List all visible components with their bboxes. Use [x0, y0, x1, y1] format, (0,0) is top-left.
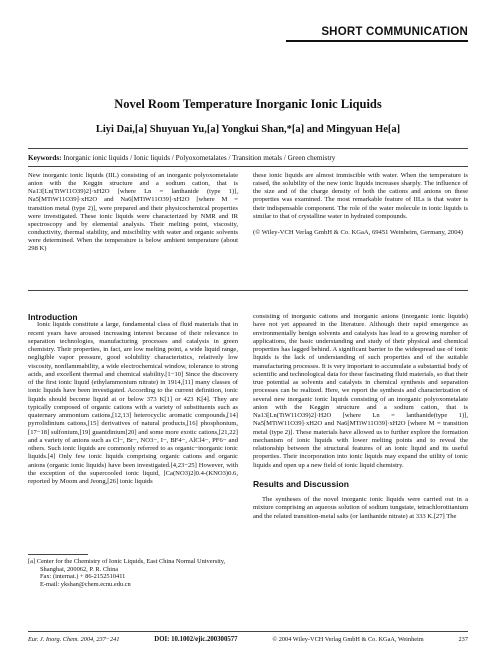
affiliation-line1: Center for the Chemistry of Ionic Liquids, East China Normal University, [36, 558, 226, 565]
abstract-left: New inorganic ionic liquids (IIL) consisting of an inorganic polyoxometalate anion with the Keggin structure and a sodium cation, that is Na13[Ln(TiW11O39)2]·xH2O [where Ln = lanthanide (type 1)], Na5[MTiW11O39]·xH2O and Na6[MTiW11O39]·xH2O [where M = transition metal (type 2)], were prepared and their physicochemical properties were investigated. These ionic liquids were characterized by NMR and IR spectroscopy and by elemental analysis. Their melting point, viscosity, conductivity, thermal stability, and miscibility with water and organic solvents were determined. When the temperature is below ambient temperature (about 298 K) [28, 172, 238, 253]
header-rule [286, 40, 468, 42]
affiliation-line2: Shanghai, 200062, P. R. China [40, 565, 119, 573]
page-number: 237 [458, 636, 468, 643]
abstract-bottom-rule [28, 290, 468, 291]
affiliation-rule [28, 554, 88, 555]
body-right-column [253, 313, 468, 521]
author-list: Liyi Dai,[a] Shuyuan Yu,[a] Yongkui Shan,*[a] and Mingyuan He[a] [95, 124, 401, 135]
footer-rule [28, 631, 468, 632]
results-paragraph: The syntheses of the novel inorganic ionic liquids were carried out in a mixture comprising an aqueous solution of sodium tungstate, tetrachlorotitanium and the related transition-metal salts (or lanthanide nitrate) at 333 K.[27] The [253, 496, 468, 520]
section-label: SHORT COMMUNICATION [321, 26, 468, 38]
affiliation-mark: [a] [28, 558, 36, 565]
affiliation-fax: Fax: (internat.) + 86-2152510411 [40, 573, 126, 580]
results-heading: Results and Discussion [253, 478, 349, 489]
abstract-right [253, 172, 468, 237]
page-footer [28, 636, 468, 643]
affiliation-email: E-mail: ykshan@chem.ecnu.edu.cn [40, 580, 131, 588]
abstract-right-text: these ionic liquids are almost immiscible with water. When the temperature is raised, the solubility of the new ionic liquids increases sharply. The influence of the size and of the charge density of both the cations and anions on these properties was examined. The most remarkable feature of IILs is that water is their indispensable component. The role of the water molecule in ionic liquids is similar to that of crystalline water in hydrated compounds. [253, 172, 468, 220]
keywords-line [28, 154, 468, 163]
doi-text: DOI: 10.1002/ejic.200300577 [154, 636, 238, 643]
keywords-bottom-rule [28, 166, 468, 167]
intro-paragraph: Ionic liquids constitute a large, fundamental class of fluid materials that in recent years have aroused increasing interest because of their relevance to separation technologies, manufacturing processes and catalysis in green chemistry. Their properties, in fact, are low melting point, a wide liquid range, negligible vapor pressure, good solubility characteristics, relatively low viscosity, nonflammability, a wide electrochemical window, tolerance to strong acids, and excellent thermal and chemical stability.[1−10] Since the discovery of the first ionic liquid (ethylammonium nitrate) in 1914,[11] many classes of ionic liquids have been investigated. According to the current definition, ionic liquids should become liquid at or below 373 K[1] or 423 K[4]. They are typically composed of organic cations with a variety of substituents such as quaternary ammonium cations,[12,13] heterocyclic aromatic compounds,[14] pyrrolidinium cations,[15] derivatives of natural products,[16] phosphonium,[17−18] sulfonium,[19] guanidinium[20] and some more exotic cations,[21,22] and a variety of anions such as Cl−, Br−, NO3−, I−, BF4−, AlCl4−, PF6− and others. Such ionic liquids are commonly referred to as organic−inorganic ionic liquids.[4] Only few ionic liquids comprising organic cations and organic anions (organic ionic liquids) have been investigated.[4,23−25] However, with the exception of the supercooled ionic liquid, [Ca(NO3)2]0.4-(KNO3)0.6, reported by Moom and Jeong,[26] ionic liquids [28, 321, 238, 485]
affiliation-block [28, 558, 238, 588]
keywords-label: Keywords: [28, 154, 62, 162]
keywords-top-rule [28, 148, 468, 149]
copyright-note: (© Wiley-VCH Verlag GmbH & Co. KGaA, 69451 Weinheim, Germany, 2004) [253, 228, 463, 236]
introduction-heading: Introduction [28, 312, 78, 322]
publisher-copyright: © 2004 Wiley-VCH Verlag GmbH & Co. KGaA, Weinheim [272, 636, 424, 643]
continued-paragraph: consisting of inorganic cations and inorganic anions (inorganic ionic liquids) have not yet appeared in the literature. Although their rapid emergence as environmentally benign solvents and catalysts has lead to a growing number of applications, the basic understanding and study of their physical and chemical properties has lagged behind. A significant barrier to the widespread use of ionic liquids is the lack of understanding of such properties and of the suitable manufacturing processes. It is very important to accumulate a substantial body of scientific and technological data for these fascinating fluid materials, so that their true potential as solvents and catalysts in chemical synthesis and separation processes can be realized. Here, we report the synthesis and characterization of several new inorganic ionic liquids consisting of an inorganic polyoxometalate anion with the Keggin structure and a sodium cation, that is Na13[Ln(TiW11O39)2]·H2O [where Ln = lanthanide(type 1)], Na5[MTiW11O39]·xH2O and Na6[MTiW11O39]·xH2O [where M = transition metal (type 2)]. These materials have allowed us to further explore the formation mechanism of ionic liquids with lower melting points and to reveal the relationship between the structural features of an ionic liquid and its useful properties. Their incorporation into ionic liquids may expand the utility of ionic liquids and open up a new field of ionic liquid chemistry. [253, 313, 468, 469]
body-left-column [28, 313, 238, 486]
journal-citation: Eur. J. Inorg. Chem. 2004, 237−241 [28, 636, 120, 643]
keywords-text: Inorganic ionic liquids / Ionic liquids / Polyoxometalates / Transition metals / Green chemistry [63, 154, 336, 162]
article-title: Novel Room Temperature Inorganic Ionic Liquids [114, 97, 382, 111]
